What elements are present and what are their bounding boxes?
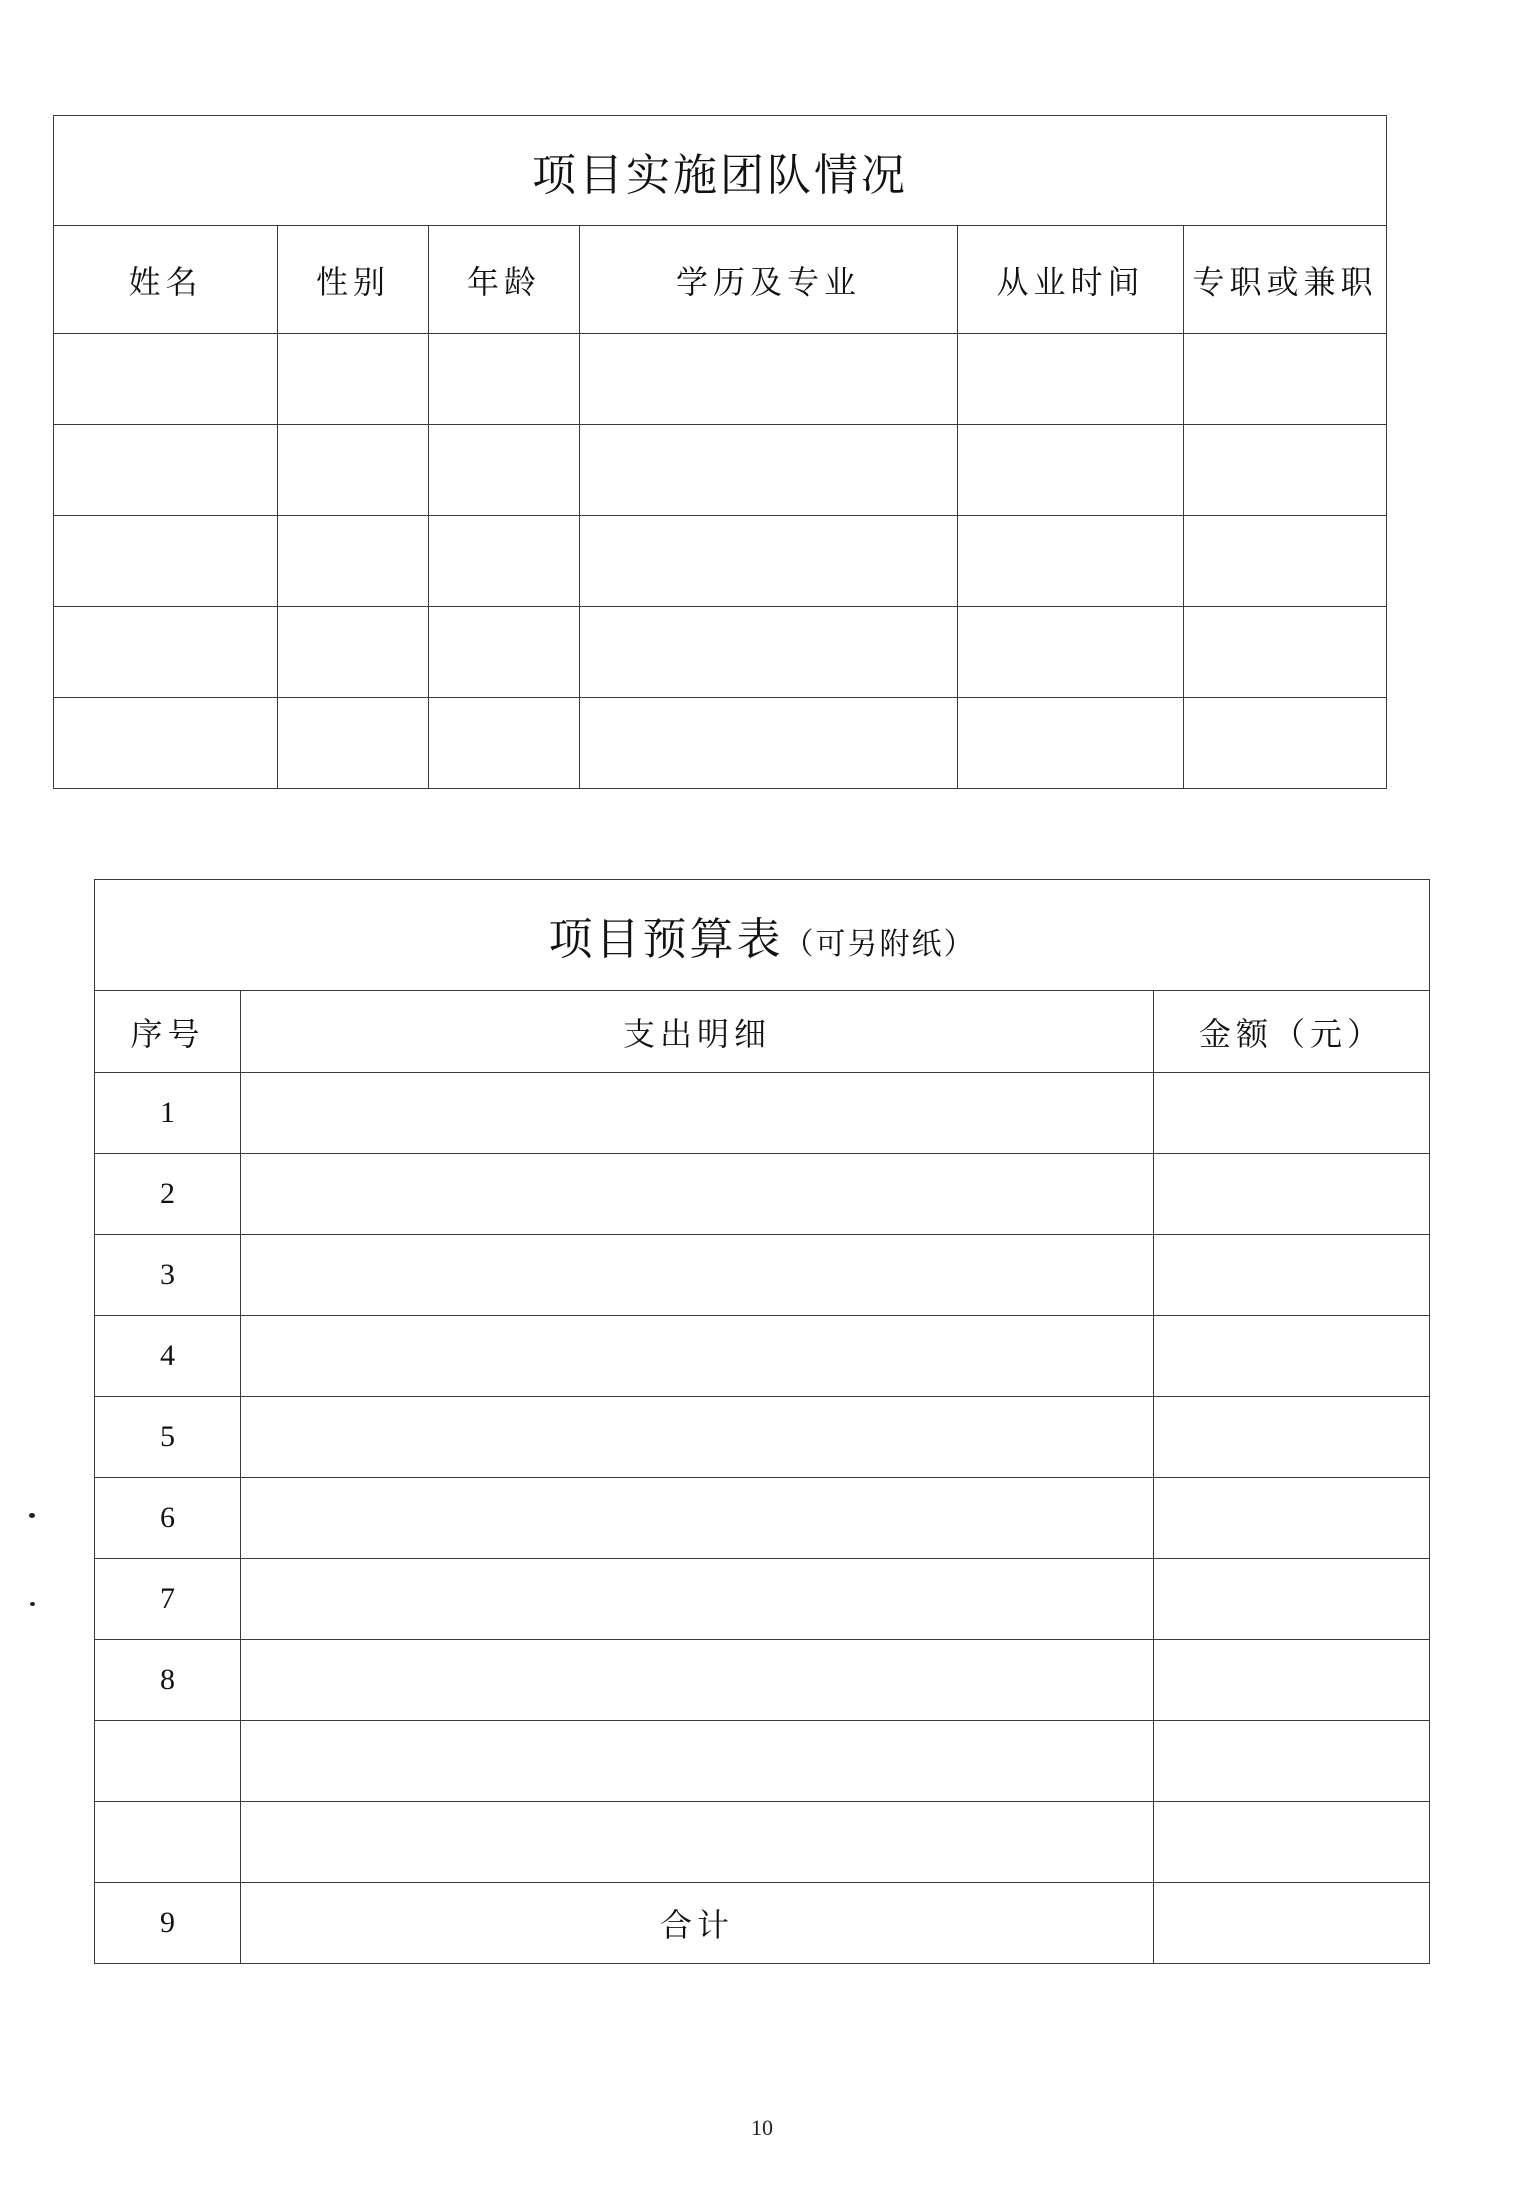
cell-serial-number: 2 (95, 1154, 241, 1235)
cell-name[interactable] (54, 698, 278, 789)
cell-serial-number: 7 (95, 1559, 241, 1640)
budget-table-row (95, 1640, 1430, 1721)
budget-table-row (95, 1073, 1430, 1154)
budget-table-row (95, 1478, 1430, 1559)
header-name: 姓名 (54, 226, 278, 334)
cell-gender[interactable] (278, 698, 429, 789)
cell-work-years[interactable] (958, 698, 1184, 789)
cell-amount[interactable] (1154, 1721, 1430, 1802)
header-fulltime-parttime: 专职或兼职 (1184, 226, 1387, 334)
cell-gender[interactable] (278, 425, 429, 516)
cell-age[interactable] (429, 516, 580, 607)
cell-serial-number: 8 (95, 1640, 241, 1721)
cell-amount[interactable] (1154, 1073, 1430, 1154)
cell-amount[interactable] (1154, 1316, 1430, 1397)
budget-table-row (95, 1316, 1430, 1397)
cell-work-years[interactable] (958, 516, 1184, 607)
cell-age[interactable] (429, 425, 580, 516)
cell-amount[interactable] (1154, 1397, 1430, 1478)
cell-name[interactable] (54, 334, 278, 425)
cell-gender[interactable] (278, 334, 429, 425)
cell-serial-number: 3 (95, 1235, 241, 1316)
header-age: 年龄 (429, 226, 580, 334)
cell-amount[interactable] (1154, 1802, 1430, 1883)
budget-table-row (95, 1154, 1430, 1235)
cell-work-years[interactable] (958, 334, 1184, 425)
total-label: 合计 (241, 1883, 1154, 1964)
header-serial-number: 序号 (95, 991, 241, 1073)
cell-serial-number: 6 (95, 1478, 241, 1559)
header-work-years: 从业时间 (958, 226, 1184, 334)
cell-expense-detail[interactable] (241, 1235, 1154, 1316)
cell-expense-detail[interactable] (241, 1559, 1154, 1640)
header-expense-detail: 支出明细 (241, 991, 1154, 1073)
team-table-title: 项目实施团队情况 (54, 116, 1387, 226)
cell-amount[interactable] (1154, 1559, 1430, 1640)
cell-serial-number: 5 (95, 1397, 241, 1478)
scan-speck (29, 1513, 35, 1518)
page-number: 10 (751, 2115, 773, 2140)
budget-title-note: （可另附纸） (783, 927, 976, 962)
team-table-row (54, 607, 1387, 698)
budget-table (94, 879, 1430, 1964)
budget-table-title-row (95, 880, 1430, 991)
budget-table-title (95, 880, 1430, 991)
cell-education-major[interactable] (580, 334, 958, 425)
cell-age[interactable] (429, 698, 580, 789)
cell-gender[interactable] (278, 516, 429, 607)
cell-fulltime-parttime[interactable] (1184, 516, 1387, 607)
cell-fulltime-parttime[interactable] (1184, 698, 1387, 789)
cell-serial-number (95, 1721, 241, 1802)
cell-serial-number: 1 (95, 1073, 241, 1154)
cell-age[interactable] (429, 607, 580, 698)
cell-education-major[interactable] (580, 425, 958, 516)
cell-expense-detail[interactable] (241, 1316, 1154, 1397)
cell-name[interactable] (54, 516, 278, 607)
cell-expense-detail[interactable] (241, 1397, 1154, 1478)
budget-table-row (95, 1397, 1430, 1478)
total-amount[interactable] (1154, 1883, 1430, 1964)
cell-amount[interactable] (1154, 1478, 1430, 1559)
budget-table-row (95, 1802, 1430, 1883)
cell-amount[interactable] (1154, 1235, 1430, 1316)
team-table-row (54, 425, 1387, 516)
cell-expense-detail[interactable] (241, 1802, 1154, 1883)
team-table-row (54, 334, 1387, 425)
cell-name[interactable] (54, 425, 278, 516)
budget-table-row (95, 1721, 1430, 1802)
team-table (53, 115, 1387, 789)
cell-work-years[interactable] (958, 607, 1184, 698)
cell-expense-detail[interactable] (241, 1478, 1154, 1559)
cell-fulltime-parttime[interactable] (1184, 425, 1387, 516)
cell-expense-detail[interactable] (241, 1721, 1154, 1802)
cell-education-major[interactable] (580, 698, 958, 789)
budget-table-row (95, 1559, 1430, 1640)
header-gender: 性别 (278, 226, 429, 334)
cell-age[interactable] (429, 334, 580, 425)
budget-total-row (95, 1883, 1430, 1964)
team-table-row (54, 698, 1387, 789)
budget-table-header-row (95, 991, 1430, 1073)
cell-expense-detail[interactable] (241, 1073, 1154, 1154)
scan-speck (30, 1602, 35, 1606)
cell-fulltime-parttime[interactable] (1184, 334, 1387, 425)
cell-education-major[interactable] (580, 607, 958, 698)
cell-serial-number: 4 (95, 1316, 241, 1397)
cell-serial-number (95, 1802, 241, 1883)
cell-name[interactable] (54, 607, 278, 698)
header-amount: 金额（元） (1154, 991, 1430, 1073)
cell-expense-detail[interactable] (241, 1640, 1154, 1721)
team-table-title-row (54, 116, 1387, 226)
cell-amount[interactable] (1154, 1640, 1430, 1721)
total-serial-number: 9 (95, 1883, 241, 1964)
team-table-row (54, 516, 1387, 607)
header-education-major: 学历及专业 (580, 226, 958, 334)
cell-work-years[interactable] (958, 425, 1184, 516)
cell-expense-detail[interactable] (241, 1154, 1154, 1235)
budget-table-row (95, 1235, 1430, 1316)
cell-gender[interactable] (278, 607, 429, 698)
team-table-header-row (54, 226, 1387, 334)
cell-education-major[interactable] (580, 516, 958, 607)
budget-title-text: 项目预算表 (548, 914, 784, 965)
cell-amount[interactable] (1154, 1154, 1430, 1235)
cell-fulltime-parttime[interactable] (1184, 607, 1387, 698)
